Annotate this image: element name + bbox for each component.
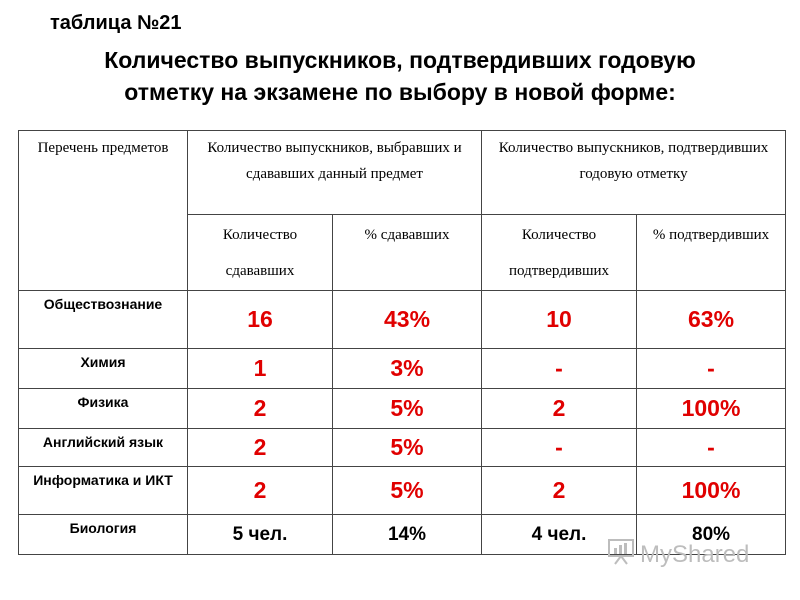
value-count-took: 5 чел. — [188, 515, 333, 555]
subject-cell: Химия — [19, 349, 188, 389]
value-pct-took: 3% — [333, 349, 482, 389]
table-row — [19, 429, 786, 467]
value-count-confirmed: - — [482, 349, 637, 389]
value-pct-took: 43% — [333, 291, 482, 349]
table-row — [19, 467, 786, 515]
results-table — [18, 130, 786, 555]
value-pct-confirmed: - — [637, 429, 786, 467]
header-subjects: Перечень предметов — [19, 131, 188, 291]
subject-cell: Биология — [19, 515, 188, 555]
value-pct-took: 5% — [333, 467, 482, 515]
header-pct-took: % сдававших — [333, 215, 482, 291]
header-pct-confirmed: % подтвердивших — [637, 215, 786, 291]
page-title — [30, 44, 770, 108]
title-line-2: отметку на экзамене по выбору в новой форме: — [124, 79, 676, 105]
header-group-confirmed: Количество выпускников, подтвердивших годовую отметку — [482, 131, 786, 215]
subject-cell: Английский язык — [19, 429, 188, 467]
value-pct-confirmed: 100% — [637, 389, 786, 429]
value-count-confirmed: 2 — [482, 389, 637, 429]
header-group-took: Количество выпускников, выбравших и сдававших данный предмет — [188, 131, 482, 215]
watermark — [606, 536, 749, 573]
value-count-took: 2 — [188, 467, 333, 515]
header-count-took: Количество сдававших — [188, 215, 333, 291]
value-pct-took: 5% — [333, 429, 482, 467]
value-count-took: 1 — [188, 349, 333, 389]
value-count-confirmed: - — [482, 429, 637, 467]
value-count-took: 16 — [188, 291, 333, 349]
subject-cell: Информатика и ИКТ — [19, 467, 188, 515]
table-row — [19, 349, 786, 389]
subject-cell: Физика — [19, 389, 188, 429]
table-row — [19, 389, 786, 429]
table-row — [19, 291, 786, 349]
value-pct-confirmed: - — [637, 349, 786, 389]
value-count-took: 2 — [188, 389, 333, 429]
watermark-text: MyShared — [640, 540, 750, 568]
value-pct-took: 5% — [333, 389, 482, 429]
value-count-confirmed: 10 — [482, 291, 637, 349]
value-count-confirmed: 4 чел. — [482, 515, 637, 555]
title-line-1: Количество выпускников, подтвердивших годовую — [104, 47, 696, 73]
value-pct-took: 14% — [333, 515, 482, 555]
value-count-took: 2 — [188, 429, 333, 467]
value-pct-confirmed: 63% — [637, 291, 786, 349]
value-count-confirmed: 2 — [482, 467, 637, 515]
presentation-icon — [606, 536, 636, 573]
value-pct-confirmed: 100% — [637, 467, 786, 515]
subject-cell: Обществознание — [19, 291, 188, 349]
header-count-confirmed: Количество подтвердивших — [482, 215, 637, 291]
table-number-label: таблица №21 — [50, 12, 182, 34]
value-pct-confirmed: 80% — [637, 515, 786, 555]
